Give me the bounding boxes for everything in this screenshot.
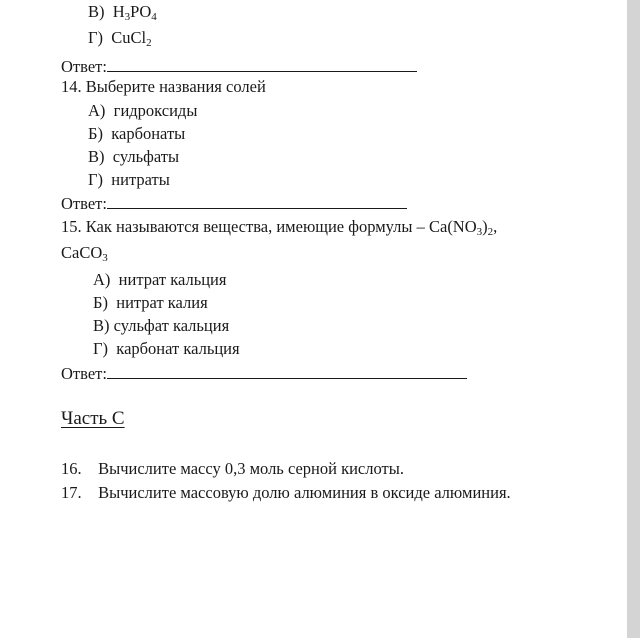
q15-option-g: Г) карбонат кальция xyxy=(93,339,240,358)
q14-title: 14. Выберите названия солей xyxy=(61,77,266,96)
q15-answer-line: Ответ: xyxy=(61,363,467,384)
answer-blank[interactable] xyxy=(107,56,417,72)
task-16: 16. Вычислите массу 0,3 моль серной кислоты. xyxy=(61,459,404,478)
q14-option-b: Б) карбонаты xyxy=(88,124,186,143)
q14-option-a: А) гидроксиды xyxy=(88,101,198,120)
answer-blank[interactable] xyxy=(107,193,407,209)
q15-option-v: В) сульфат кальция xyxy=(93,316,230,335)
q15-option-a: А) нитрат кальция xyxy=(93,270,227,289)
q14-answer-line: Ответ: xyxy=(61,193,407,214)
part-c-title: Часть С xyxy=(61,408,125,429)
q14-option-g: Г) нитраты xyxy=(88,170,170,189)
answer-blank[interactable] xyxy=(107,363,467,379)
task-17: 17. Вычислите массовую долю алюминия в оксиде алюминия. xyxy=(61,483,511,502)
q13-option-v: В) $H_3PO_4$ xyxy=(88,2,157,23)
q15-title: 15. Как называются вещества, имеющие формулы – $Ca(NO_3)_2$, xyxy=(61,217,498,238)
formula-cucl2: CuCl$_2$ xyxy=(111,28,152,49)
q13-answer-line: Ответ: xyxy=(61,56,417,77)
q15-title-line2: CaCO$_3$ xyxy=(61,243,108,264)
formula-h3po4: $H_3PO_4$ xyxy=(112,2,157,23)
q13-option-g: Г) CuCl$_2$ xyxy=(88,28,152,49)
page-edge-shadow xyxy=(627,0,640,638)
q14-option-v: В) сульфаты xyxy=(88,147,180,166)
q15-option-b: Б) нитрат калия xyxy=(93,293,208,312)
